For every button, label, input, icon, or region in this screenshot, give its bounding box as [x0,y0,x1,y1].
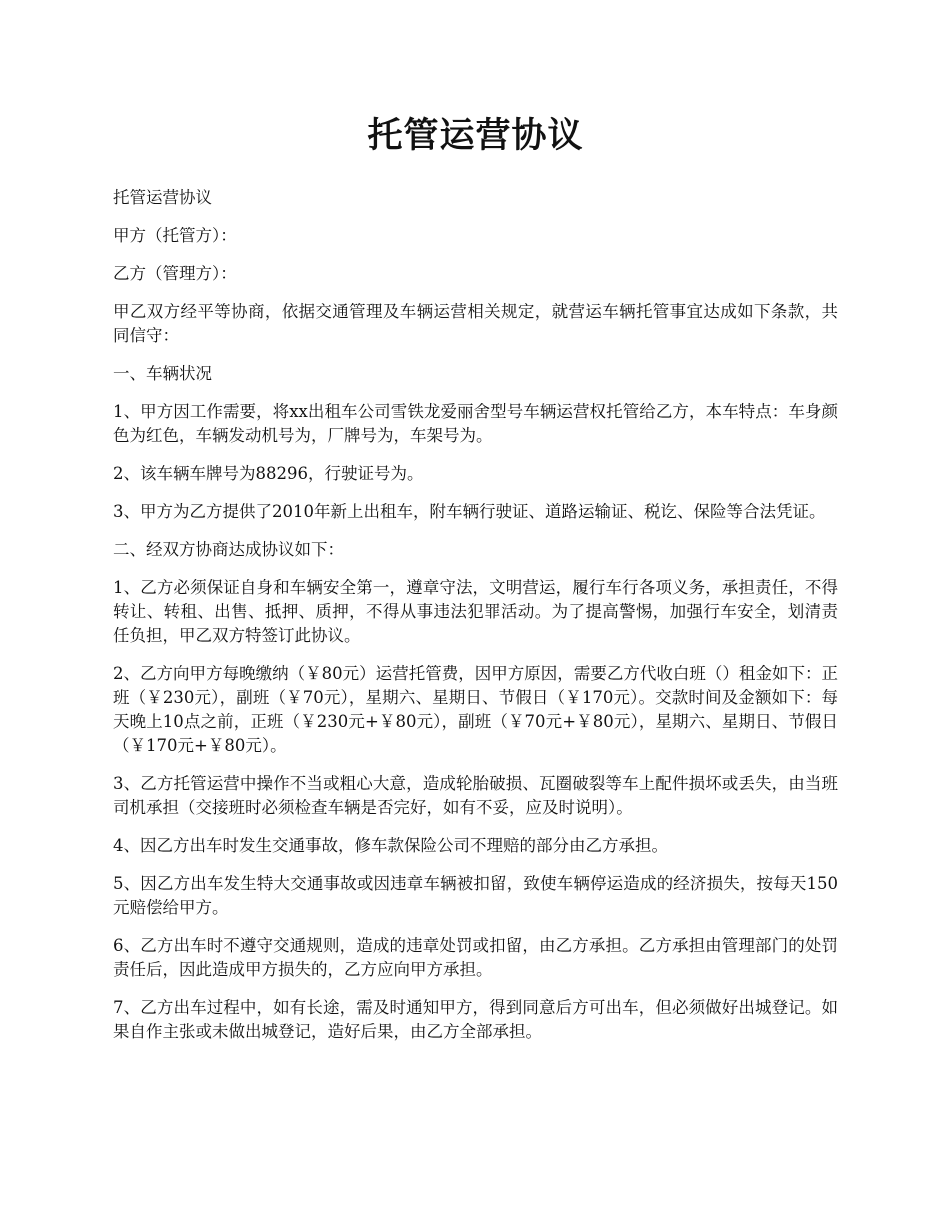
agreement-clause-2: 2、乙方向甲方每晚缴纳（￥80元）运营托管费，因甲方原因，需要乙方代收白班（）租金如下：正班（￥230元），副班（￥70元），星期六、星期日、节假日（￥170元）。交款时间及金额如下：每天晚上10点之前，正班（￥230元+￥80元），副班（￥70元+￥80元），星期六、星期日、节假日（￥170元+￥80元）。 [113,664,838,755]
agreement-clause-7: 7、乙方出车过程中，如有长途，需及时通知甲方，得到同意后方可出车，但必须做好出城登记。如果自作主张或未做出城登记，造好后果，由乙方全部承担。 [113,998,838,1041]
agreement-clause-1: 1、乙方必须保证自身和车辆安全第一，遵章守法，文明营运，履行车行各项义务，承担责任，不得转让、转租、出售、抵押、质押，不得从事违法犯罪活动。为了提高警惕，加强行车安全，划清责任负担，甲乙双方特签订此协议。 [113,578,838,645]
section-heading-vehicle: 一、车辆状况 [113,364,212,383]
vehicle-clause-3: 3、甲方为乙方提供了2010年新上出租车，附车辆行驶证、道路运输证、税讫、保险等合法凭证。 [113,502,826,521]
vehicle-clause-2: 2、该车辆车牌号为88296，行驶证号为。 [113,464,424,483]
document-body [113,186,838,1044]
party-a-line: 甲方（托管方）： [113,226,237,245]
preamble-paragraph: 甲乙双方经平等协商，依据交通管理及车辆运营相关规定，就营运车辆托管事宜达成如下条款，共同信守： [113,302,838,345]
agreement-clause-3: 3、乙方托管运营中操作不当或粗心大意，造成轮胎破损、瓦圈破裂等车上配件损坏或丢失，由当班司机承担（交接班时必须检查车辆是否完好，如有不妥，应及时说明）。 [113,774,838,817]
paragraph-heading: 托管运营协议 [113,188,212,207]
agreement-clause-5: 5、因乙方出车发生特大交通事故或因违章车辆被扣留，致使车辆停运造成的经济损失，按每天150元赔偿给甲方。 [113,874,838,917]
agreement-clause-6: 6、乙方出车时不遵守交通规则，造成的违章处罚或扣留，由乙方承担。乙方承担由管理部门的处罚责任后，因此造成甲方损失的，乙方应向甲方承担。 [113,936,838,979]
party-b-line: 乙方（管理方）： [113,264,237,283]
section-heading-agreement: 二、经双方协商达成协议如下： [113,540,344,559]
vehicle-clause-1: 1、甲方因工作需要，将xx出租车公司雪铁龙爱丽舍型号车辆运营权托管给乙方，本车特点：车身颜色为红色，车辆发动机号为，厂牌号为，车架号为。 [113,402,838,445]
document-title: 托管运营协议 [367,115,584,156]
agreement-clause-4: 4、因乙方出车时发生交通事故，修车款保险公司不理赔的部分由乙方承担。 [113,836,668,855]
